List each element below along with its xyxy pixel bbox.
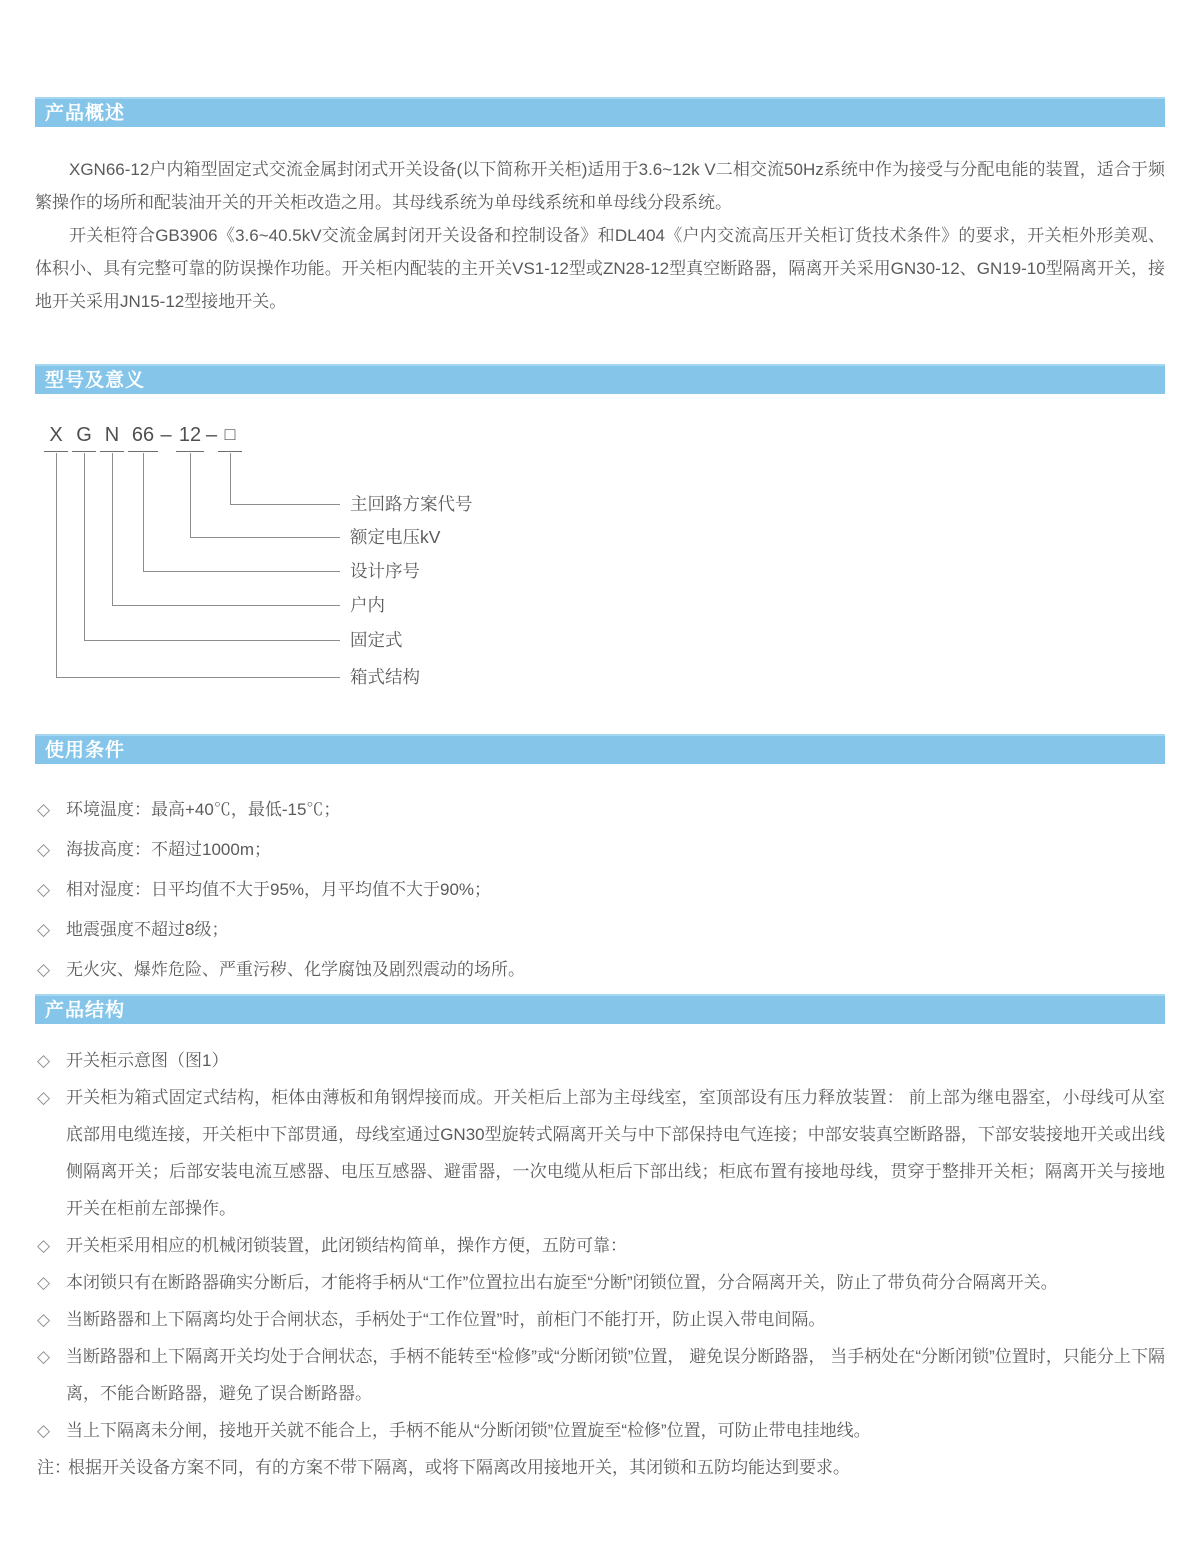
model-code-66: 66: [128, 424, 158, 452]
section-title-overview: 产品概述: [45, 103, 126, 124]
structure-text: 当上下隔离未分闸，接地开关就不能合上，手柄不能从“分断闭锁”位置旋至“检修”位置，可防止带电挂地线。: [66, 1421, 871, 1440]
list-item: [35, 1227, 1165, 1264]
connector-line: [143, 571, 340, 572]
diamond-bullet-icon: ◇: [37, 960, 51, 979]
model-label-design-serial: 设计序号: [350, 561, 420, 581]
list-item: [35, 1338, 1165, 1412]
connector-line: [190, 453, 191, 537]
overview-paragraph-1: XGN66-12户内箱型固定式交流金属封闭式开关设备(以下简称开关柜)适用于3.6~12k V二相交流50Hz系统中作为接受与分配电能的装置，适合于频繁操作的场所和配装油开关的开关柜改造之用。其母线系统为单母线系统和单母线分段系统。: [35, 160, 1165, 212]
model-designation-diagram: [40, 424, 600, 686]
diamond-bullet-icon: ◇: [37, 1273, 51, 1292]
structure-text: 开关柜示意图（图1）: [66, 1051, 229, 1070]
note-text: 根据开关设备方案不同，有的方案不带下隔离，或将下隔离改用接地开关，其闭锁和五防均能达到要求。: [68, 1458, 850, 1477]
diamond-bullet-icon: ◇: [37, 920, 51, 939]
structure-text: 开关柜采用相应的机械闭锁装置，此闭锁结构简单，操作方便，五防可靠：: [66, 1236, 627, 1255]
overview-body: [35, 153, 1165, 318]
condition-text: 环境温度：最高+40℃，最低-15℃；: [66, 800, 341, 819]
list-item: [35, 1301, 1165, 1338]
connector-line: [230, 504, 340, 505]
structure-text: 当断路器和上下隔离均处于合闸状态，手柄处于“工作位置”时，前柜门不能打开，防止误入带电间隔。: [66, 1310, 826, 1329]
conditions-list: [35, 790, 1165, 990]
model-code-box: □: [218, 424, 242, 452]
model-code-dash: –: [206, 424, 218, 446]
connector-line: [143, 453, 144, 571]
section-title-structure: 产品结构: [45, 1000, 126, 1021]
list-item: [35, 950, 1165, 990]
note-row: [35, 1449, 1165, 1486]
diamond-bullet-icon: ◇: [37, 840, 51, 859]
section-header-conditions: [35, 734, 1165, 764]
diamond-bullet-icon: ◇: [37, 1421, 51, 1440]
model-code-dash: –: [160, 424, 172, 446]
connector-line: [56, 677, 340, 678]
connector-line: [112, 605, 340, 606]
list-item: [35, 790, 1165, 830]
diamond-bullet-icon: ◇: [37, 880, 51, 899]
structure-text: 本闭锁只有在断路器确实分断后，才能将手柄从“工作”位置拉出右旋至“分断”闭锁位置，分合隔离开关，防止了带负荷分合隔离开关。: [66, 1273, 1058, 1292]
overview-paragraph-2: 开关柜符合GB3906《3.6~40.5kV交流金属封闭开关设备和控制设备》和DL404《户内交流高压开关柜订货技术条件》的要求，开关柜外形美观、体积小、具有完整可靠的防误操作功能。开关柜内配装的主开关VS1-12型或ZN28-12型真空断路器，隔离开关采用GN30-12、GN19-10型隔离开关，接地开关采用JN15-12型接地开关。: [35, 226, 1165, 311]
list-item: [35, 870, 1165, 910]
structure-list: [35, 1042, 1165, 1486]
structure-text: 开关柜为箱式固定式结构，柜体由薄板和角钢焊接而成。开关柜后上部为主母线室，室顶部设有压力释放装置： 前上部为继电器室，小母线可从室底部用电缆连接，开关柜中下部贯通，母线室通过GN30型旋转式隔离开关与中下部保持电气连接；中部安装真空断路器，下部安装接地开关或出线侧隔离开关；后部安装电流互感器、电压互感器、避雷器，一次电缆从柜后下部出线；柜底布置有接地母线，贯穿于整排开关柜；隔离开关与接地开关在柜前左部操作。: [66, 1088, 1165, 1218]
model-label-fixed-type: 固定式: [350, 630, 403, 650]
connector-line: [56, 453, 57, 677]
list-item: [35, 1264, 1165, 1301]
model-label-scheme-code: 主回路方案代号: [350, 494, 473, 514]
connector-line: [190, 537, 340, 538]
connector-line: [230, 453, 231, 504]
model-label-rated-voltage: 额定电压kV: [350, 527, 441, 547]
list-item: [35, 910, 1165, 950]
condition-text: 相对湿度：日平均值不大于95%，月平均值不大于90%；: [66, 880, 492, 899]
model-label-box-structure: 箱式结构: [350, 667, 420, 687]
note-label: 注：: [37, 1458, 71, 1477]
model-code-n: N: [100, 424, 124, 452]
section-title-model: 型号及意义: [45, 370, 146, 391]
section-header-structure: [35, 994, 1165, 1024]
diamond-bullet-icon: ◇: [37, 800, 51, 819]
section-title-conditions: 使用条件: [45, 740, 126, 761]
model-code-g: G: [72, 424, 96, 452]
list-item: [35, 830, 1165, 870]
connector-line: [84, 640, 340, 641]
condition-text: 海拔高度：不超过1000m；: [66, 840, 271, 859]
diamond-bullet-icon: ◇: [37, 1088, 51, 1107]
diamond-bullet-icon: ◇: [37, 1051, 51, 1070]
model-code-x: X: [44, 424, 68, 452]
model-code-12: 12: [176, 424, 204, 452]
condition-text: 地震强度不超过8级；: [66, 920, 229, 939]
structure-text: 当断路器和上下隔离开关均处于合闸状态，手柄不能转至“检修”或“分断闭锁”位置， 避免误分断路器， 当手柄处在“分断闭锁”位置时，只能分上下隔离，不能合断路器，避免了误合断路器。: [66, 1347, 1165, 1403]
connector-line: [112, 453, 113, 605]
diamond-bullet-icon: ◇: [37, 1347, 51, 1366]
diamond-bullet-icon: ◇: [37, 1236, 51, 1255]
list-item: [35, 1042, 1165, 1079]
list-item: [35, 1412, 1165, 1449]
section-header-overview: [35, 97, 1165, 127]
diamond-bullet-icon: ◇: [37, 1310, 51, 1329]
section-header-model: [35, 364, 1165, 394]
condition-text: 无火灾、爆炸危险、严重污秽、化学腐蚀及剧烈震动的场所。: [66, 960, 525, 979]
list-item: [35, 1079, 1165, 1227]
connector-line: [84, 453, 85, 640]
model-label-indoor: 户内: [350, 595, 385, 615]
